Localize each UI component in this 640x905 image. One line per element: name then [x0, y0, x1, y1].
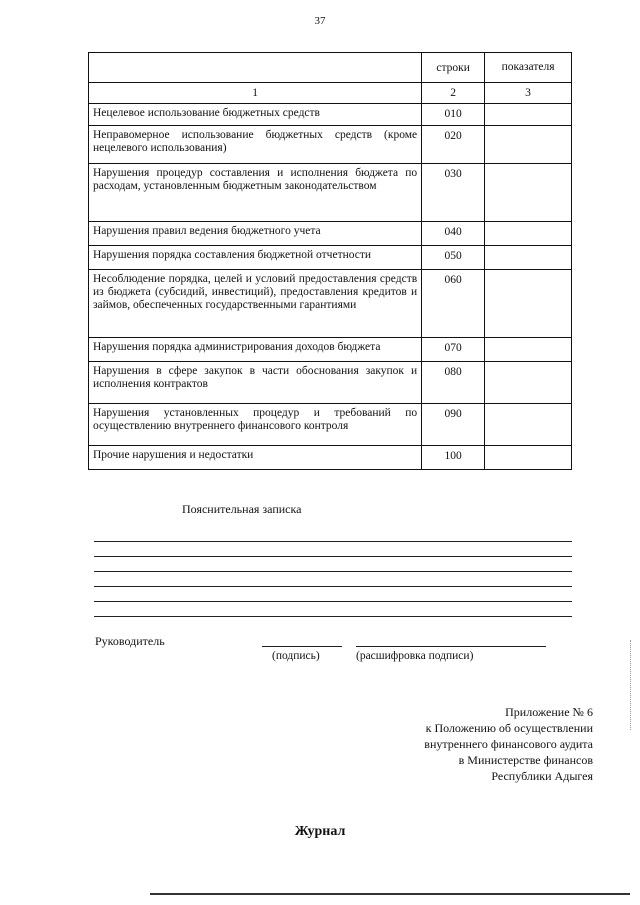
note-line: [94, 571, 572, 572]
explanatory-note-caption: Пояснительная записка: [182, 502, 302, 516]
header-code-cell: строки: [422, 53, 485, 83]
row-code: 060: [422, 270, 485, 338]
manager-label: Руководитель: [95, 634, 165, 648]
row-code: 070: [422, 338, 485, 362]
appendix-line: внутреннего финансового аудита: [424, 737, 593, 751]
row-name: Неправомерное использование бюджетных средств (кроме нецелевого использования): [89, 126, 422, 164]
numbering-cell-3: 3: [485, 83, 572, 104]
table-row: [89, 222, 572, 246]
row-value: [485, 126, 572, 164]
row-value: [485, 404, 572, 446]
row-name: Нарушения в сфере закупок в части обоснования закупок и исполнения контрактов: [89, 362, 422, 404]
table-row: [89, 126, 572, 164]
row-value: [485, 446, 572, 470]
scan-edge-mark: [630, 640, 631, 730]
row-code: 080: [422, 362, 485, 404]
note-line: [94, 556, 572, 557]
page-number: 37: [314, 15, 326, 27]
table-header-row: [89, 53, 572, 83]
row-code: 100: [422, 446, 485, 470]
row-code: 050: [422, 246, 485, 270]
row-code: 090: [422, 404, 485, 446]
row-code: 030: [422, 164, 485, 222]
row-name: Нарушения порядка составления бюджетной отчетности: [89, 246, 422, 270]
row-value: [485, 222, 572, 246]
note-line: [94, 541, 572, 542]
row-name: Нецелевое использование бюджетных средств: [89, 104, 422, 126]
signature-decode-caption: (расшифровка подписи): [356, 650, 474, 662]
numbering-cell-2: 2: [422, 83, 485, 104]
row-code: 010: [422, 104, 485, 126]
table-row: [89, 446, 572, 470]
row-value: [485, 246, 572, 270]
row-value: [485, 338, 572, 362]
row-value: [485, 362, 572, 404]
appendix-line: в Министерстве финансов: [458, 753, 593, 767]
row-name: Нарушения правил ведения бюджетного учета: [89, 222, 422, 246]
row-code: 040: [422, 222, 485, 246]
appendix-line: Республики Адыгея: [491, 769, 593, 783]
table-row: [89, 246, 572, 270]
row-name: Нарушения установленных процедур и требований по осуществлению внутреннего финансового контроля: [89, 404, 422, 446]
signature-caption: (подпись): [272, 650, 320, 662]
journal-title: Журнал: [294, 824, 346, 839]
appendix-line: Приложение № 6: [505, 705, 593, 719]
row-name: Несоблюдение порядка, целей и условий предоставления средств из бюджета (субсидий, инвестиций), предоставления кредитов и займов, обеспеченных государственными гарантиями: [89, 270, 422, 338]
row-name: Нарушения порядка администрирования доходов бюджета: [89, 338, 422, 362]
header-name-cell: [89, 53, 422, 83]
appendix-block: [424, 704, 593, 784]
row-value: [485, 164, 572, 222]
note-line: [94, 601, 572, 602]
row-name: Прочие нарушения и недостатки: [89, 446, 422, 470]
appendix-line: к Положению об осуществлении: [425, 721, 593, 735]
table-numbering-row: [89, 83, 572, 104]
note-line: [94, 586, 572, 587]
note-line: [94, 616, 572, 617]
signature-decode-line: [356, 646, 546, 647]
row-value: [485, 270, 572, 338]
table-row: [89, 404, 572, 446]
signature-line: [262, 646, 342, 647]
table-row: [89, 362, 572, 404]
table-row: [89, 338, 572, 362]
table-row: [89, 270, 572, 338]
table-row: [89, 164, 572, 222]
violations-table: [88, 52, 572, 470]
row-value: [485, 104, 572, 126]
numbering-cell-1: 1: [89, 83, 422, 104]
table-row: [89, 104, 572, 126]
row-name: Нарушения процедур составления и исполнения бюджета по расходам, установленным бюджетным законодательством: [89, 164, 422, 222]
row-code: 020: [422, 126, 485, 164]
header-value-cell: показателя: [485, 53, 572, 83]
page-edge-line: [150, 893, 630, 895]
